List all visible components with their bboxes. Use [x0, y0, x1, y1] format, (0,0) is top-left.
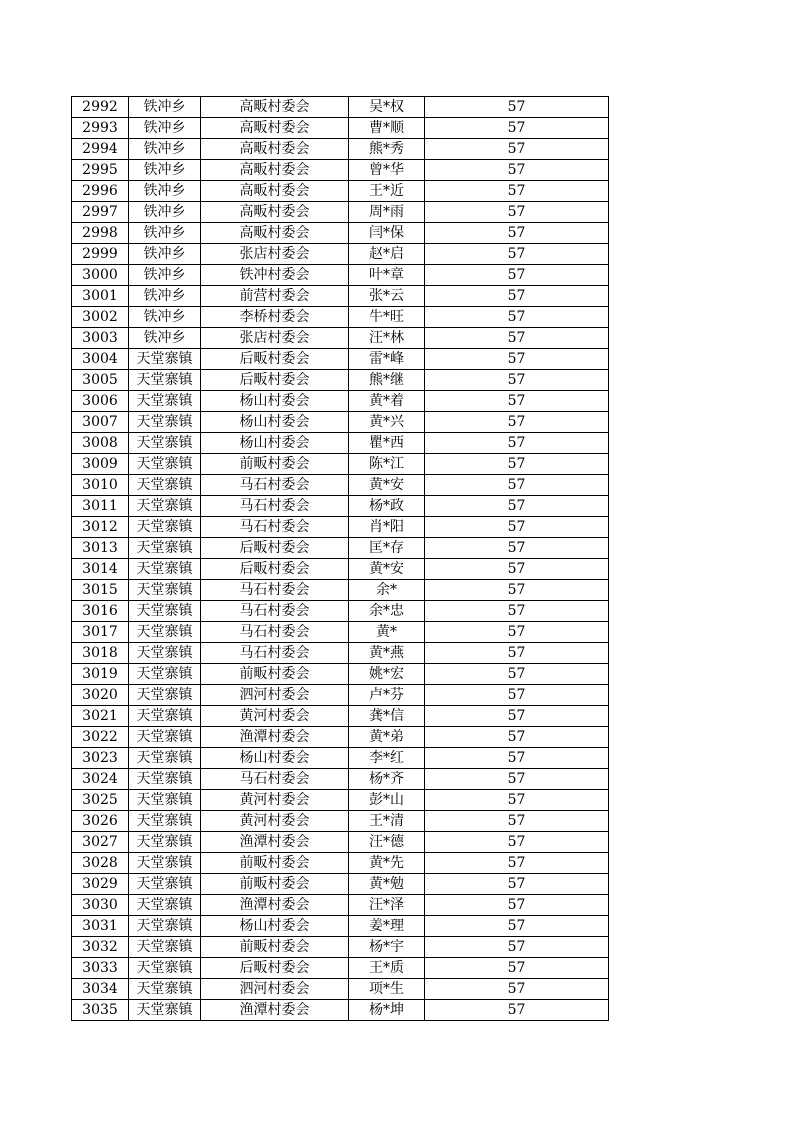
table-body	[72, 97, 609, 1021]
table-row	[72, 328, 609, 349]
table-row	[72, 307, 609, 328]
village-committee-cell: 后畈村委会	[201, 370, 349, 391]
table-row	[72, 853, 609, 874]
village-committee-cell: 前畈村委会	[201, 664, 349, 685]
village-committee-cell: 泗河村委会	[201, 685, 349, 706]
amount-cell: 57	[425, 874, 609, 895]
row-number-cell: 3008	[72, 433, 129, 454]
table-row	[72, 874, 609, 895]
person-name-cell: 牛*旺	[349, 307, 425, 328]
person-name-cell: 龚*信	[349, 706, 425, 727]
village-committee-cell: 高畈村委会	[201, 160, 349, 181]
person-name-cell: 余*忠	[349, 601, 425, 622]
row-number-cell: 3031	[72, 916, 129, 937]
table-row	[72, 727, 609, 748]
person-name-cell: 吴*权	[349, 97, 425, 118]
town-cell: 铁冲乡	[129, 307, 201, 328]
amount-cell: 57	[425, 1000, 609, 1021]
village-committee-cell: 杨山村委会	[201, 433, 349, 454]
town-cell: 天堂寨镇	[129, 979, 201, 1000]
town-cell: 天堂寨镇	[129, 916, 201, 937]
person-name-cell: 黄*先	[349, 853, 425, 874]
table-row	[72, 517, 609, 538]
row-number-cell: 3000	[72, 265, 129, 286]
town-cell: 铁冲乡	[129, 328, 201, 349]
town-cell: 天堂寨镇	[129, 727, 201, 748]
row-number-cell: 3013	[72, 538, 129, 559]
village-committee-cell: 前畈村委会	[201, 454, 349, 475]
town-cell: 天堂寨镇	[129, 958, 201, 979]
village-committee-cell: 渔潭村委会	[201, 895, 349, 916]
village-committee-cell: 黄河村委会	[201, 811, 349, 832]
town-cell: 铁冲乡	[129, 160, 201, 181]
amount-cell: 57	[425, 97, 609, 118]
amount-cell: 57	[425, 895, 609, 916]
data-table	[71, 96, 609, 1021]
table-row	[72, 202, 609, 223]
person-name-cell: 陈*江	[349, 454, 425, 475]
row-number-cell: 3007	[72, 412, 129, 433]
person-name-cell: 黄*	[349, 622, 425, 643]
table-row	[72, 811, 609, 832]
table-row	[72, 391, 609, 412]
village-committee-cell: 杨山村委会	[201, 916, 349, 937]
village-committee-cell: 张店村委会	[201, 244, 349, 265]
amount-cell: 57	[425, 139, 609, 160]
amount-cell: 57	[425, 559, 609, 580]
village-committee-cell: 高畈村委会	[201, 223, 349, 244]
amount-cell: 57	[425, 202, 609, 223]
amount-cell: 57	[425, 937, 609, 958]
table-row	[72, 1000, 609, 1021]
amount-cell: 57	[425, 979, 609, 1000]
table-row	[72, 916, 609, 937]
table-row	[72, 685, 609, 706]
table-row	[72, 370, 609, 391]
table-row	[72, 160, 609, 181]
person-name-cell: 肖*阳	[349, 517, 425, 538]
table-row	[72, 895, 609, 916]
person-name-cell: 王*质	[349, 958, 425, 979]
person-name-cell: 杨*齐	[349, 769, 425, 790]
town-cell: 天堂寨镇	[129, 706, 201, 727]
row-number-cell: 3023	[72, 748, 129, 769]
amount-cell: 57	[425, 706, 609, 727]
person-name-cell: 周*雨	[349, 202, 425, 223]
town-cell: 天堂寨镇	[129, 832, 201, 853]
village-committee-cell: 前畈村委会	[201, 874, 349, 895]
amount-cell: 57	[425, 244, 609, 265]
row-number-cell: 2998	[72, 223, 129, 244]
person-name-cell: 曹*顺	[349, 118, 425, 139]
village-committee-cell: 马石村委会	[201, 475, 349, 496]
village-committee-cell: 前畈村委会	[201, 853, 349, 874]
row-number-cell: 3019	[72, 664, 129, 685]
person-name-cell: 王*近	[349, 181, 425, 202]
amount-cell: 57	[425, 370, 609, 391]
town-cell: 天堂寨镇	[129, 622, 201, 643]
person-name-cell: 姚*宏	[349, 664, 425, 685]
village-committee-cell: 后畈村委会	[201, 958, 349, 979]
person-name-cell: 黄*弟	[349, 727, 425, 748]
person-name-cell: 李*红	[349, 748, 425, 769]
amount-cell: 57	[425, 391, 609, 412]
village-committee-cell: 高畈村委会	[201, 97, 349, 118]
village-committee-cell: 后畈村委会	[201, 559, 349, 580]
person-name-cell: 黄*兴	[349, 412, 425, 433]
amount-cell: 57	[425, 328, 609, 349]
village-committee-cell: 高畈村委会	[201, 181, 349, 202]
town-cell: 铁冲乡	[129, 97, 201, 118]
table-row	[72, 979, 609, 1000]
row-number-cell: 3014	[72, 559, 129, 580]
town-cell: 铁冲乡	[129, 139, 201, 160]
table-row	[72, 433, 609, 454]
person-name-cell: 杨*坤	[349, 1000, 425, 1021]
person-name-cell: 熊*秀	[349, 139, 425, 160]
person-name-cell: 杨*宇	[349, 937, 425, 958]
town-cell: 天堂寨镇	[129, 874, 201, 895]
village-committee-cell: 铁冲村委会	[201, 265, 349, 286]
person-name-cell: 姜*理	[349, 916, 425, 937]
row-number-cell: 3021	[72, 706, 129, 727]
person-name-cell: 熊*继	[349, 370, 425, 391]
town-cell: 天堂寨镇	[129, 454, 201, 475]
village-committee-cell: 马石村委会	[201, 517, 349, 538]
town-cell: 天堂寨镇	[129, 811, 201, 832]
person-name-cell: 黄*安	[349, 559, 425, 580]
amount-cell: 57	[425, 790, 609, 811]
row-number-cell: 3025	[72, 790, 129, 811]
person-name-cell: 赵*启	[349, 244, 425, 265]
table-row	[72, 496, 609, 517]
table-row	[72, 580, 609, 601]
table-row	[72, 769, 609, 790]
table-row	[72, 349, 609, 370]
town-cell: 天堂寨镇	[129, 790, 201, 811]
amount-cell: 57	[425, 538, 609, 559]
person-name-cell: 黄*勉	[349, 874, 425, 895]
amount-cell: 57	[425, 118, 609, 139]
town-cell: 天堂寨镇	[129, 601, 201, 622]
row-number-cell: 3002	[72, 307, 129, 328]
table-row	[72, 97, 609, 118]
village-committee-cell: 前畈村委会	[201, 937, 349, 958]
amount-cell: 57	[425, 580, 609, 601]
village-committee-cell: 马石村委会	[201, 496, 349, 517]
amount-cell: 57	[425, 307, 609, 328]
table-row	[72, 559, 609, 580]
village-committee-cell: 后畈村委会	[201, 538, 349, 559]
amount-cell: 57	[425, 643, 609, 664]
row-number-cell: 3024	[72, 769, 129, 790]
row-number-cell: 3009	[72, 454, 129, 475]
table-row	[72, 475, 609, 496]
table-row	[72, 832, 609, 853]
table-row	[72, 118, 609, 139]
town-cell: 天堂寨镇	[129, 349, 201, 370]
row-number-cell: 3015	[72, 580, 129, 601]
person-name-cell: 闫*保	[349, 223, 425, 244]
person-name-cell: 王*清	[349, 811, 425, 832]
row-number-cell: 3016	[72, 601, 129, 622]
town-cell: 天堂寨镇	[129, 664, 201, 685]
town-cell: 天堂寨镇	[129, 937, 201, 958]
town-cell: 天堂寨镇	[129, 580, 201, 601]
town-cell: 天堂寨镇	[129, 412, 201, 433]
town-cell: 天堂寨镇	[129, 1000, 201, 1021]
row-number-cell: 3005	[72, 370, 129, 391]
table-row	[72, 286, 609, 307]
village-committee-cell: 张店村委会	[201, 328, 349, 349]
amount-cell: 57	[425, 265, 609, 286]
row-number-cell: 2995	[72, 160, 129, 181]
town-cell: 铁冲乡	[129, 286, 201, 307]
amount-cell: 57	[425, 181, 609, 202]
person-name-cell: 彭*山	[349, 790, 425, 811]
town-cell: 铁冲乡	[129, 118, 201, 139]
amount-cell: 57	[425, 748, 609, 769]
town-cell: 铁冲乡	[129, 181, 201, 202]
town-cell: 天堂寨镇	[129, 853, 201, 874]
row-number-cell: 3034	[72, 979, 129, 1000]
amount-cell: 57	[425, 160, 609, 181]
amount-cell: 57	[425, 517, 609, 538]
town-cell: 天堂寨镇	[129, 370, 201, 391]
amount-cell: 57	[425, 853, 609, 874]
amount-cell: 57	[425, 496, 609, 517]
amount-cell: 57	[425, 832, 609, 853]
row-number-cell: 2999	[72, 244, 129, 265]
row-number-cell: 3030	[72, 895, 129, 916]
row-number-cell: 3020	[72, 685, 129, 706]
person-name-cell: 曾*华	[349, 160, 425, 181]
amount-cell: 57	[425, 475, 609, 496]
row-number-cell: 3006	[72, 391, 129, 412]
amount-cell: 57	[425, 223, 609, 244]
row-number-cell: 2992	[72, 97, 129, 118]
table-row	[72, 538, 609, 559]
village-committee-cell: 黄河村委会	[201, 790, 349, 811]
town-cell: 天堂寨镇	[129, 496, 201, 517]
village-committee-cell: 渔潭村委会	[201, 727, 349, 748]
amount-cell: 57	[425, 685, 609, 706]
town-cell: 天堂寨镇	[129, 685, 201, 706]
village-committee-cell: 高畈村委会	[201, 139, 349, 160]
town-cell: 天堂寨镇	[129, 559, 201, 580]
person-name-cell: 汪*林	[349, 328, 425, 349]
town-cell: 天堂寨镇	[129, 538, 201, 559]
person-name-cell: 黄*燕	[349, 643, 425, 664]
row-number-cell: 3032	[72, 937, 129, 958]
row-number-cell: 3022	[72, 727, 129, 748]
row-number-cell: 3018	[72, 643, 129, 664]
table-row	[72, 601, 609, 622]
row-number-cell: 3010	[72, 475, 129, 496]
person-name-cell: 杨*政	[349, 496, 425, 517]
row-number-cell: 3035	[72, 1000, 129, 1021]
person-name-cell: 项*生	[349, 979, 425, 1000]
table-row	[72, 622, 609, 643]
amount-cell: 57	[425, 916, 609, 937]
village-committee-cell: 前营村委会	[201, 286, 349, 307]
table-row	[72, 958, 609, 979]
table-row	[72, 265, 609, 286]
row-number-cell: 3004	[72, 349, 129, 370]
table-row	[72, 790, 609, 811]
row-number-cell: 2997	[72, 202, 129, 223]
town-cell: 铁冲乡	[129, 244, 201, 265]
village-committee-cell: 渔潭村委会	[201, 832, 349, 853]
village-committee-cell: 马石村委会	[201, 769, 349, 790]
town-cell: 铁冲乡	[129, 265, 201, 286]
row-number-cell: 3033	[72, 958, 129, 979]
row-number-cell: 3027	[72, 832, 129, 853]
person-name-cell: 卢*芬	[349, 685, 425, 706]
person-name-cell: 匡*存	[349, 538, 425, 559]
amount-cell: 57	[425, 769, 609, 790]
town-cell: 铁冲乡	[129, 223, 201, 244]
village-committee-cell: 后畈村委会	[201, 349, 349, 370]
town-cell: 天堂寨镇	[129, 748, 201, 769]
table-row	[72, 244, 609, 265]
row-number-cell: 2993	[72, 118, 129, 139]
village-committee-cell: 杨山村委会	[201, 748, 349, 769]
table-row	[72, 748, 609, 769]
amount-cell: 57	[425, 811, 609, 832]
town-cell: 天堂寨镇	[129, 643, 201, 664]
table-row	[72, 706, 609, 727]
town-cell: 天堂寨镇	[129, 895, 201, 916]
person-name-cell: 汪*泽	[349, 895, 425, 916]
person-name-cell: 黄*安	[349, 475, 425, 496]
town-cell: 天堂寨镇	[129, 433, 201, 454]
amount-cell: 57	[425, 727, 609, 748]
table-row	[72, 664, 609, 685]
person-name-cell: 张*云	[349, 286, 425, 307]
village-committee-cell: 马石村委会	[201, 622, 349, 643]
village-committee-cell: 杨山村委会	[201, 412, 349, 433]
amount-cell: 57	[425, 433, 609, 454]
town-cell: 天堂寨镇	[129, 517, 201, 538]
table-row	[72, 181, 609, 202]
amount-cell: 57	[425, 286, 609, 307]
amount-cell: 57	[425, 601, 609, 622]
row-number-cell: 2996	[72, 181, 129, 202]
row-number-cell: 2994	[72, 139, 129, 160]
village-committee-cell: 马石村委会	[201, 643, 349, 664]
row-number-cell: 3017	[72, 622, 129, 643]
amount-cell: 57	[425, 412, 609, 433]
row-number-cell: 3029	[72, 874, 129, 895]
person-name-cell: 雷*峰	[349, 349, 425, 370]
table-row	[72, 139, 609, 160]
row-number-cell: 3028	[72, 853, 129, 874]
row-number-cell: 3011	[72, 496, 129, 517]
person-name-cell: 瞿*西	[349, 433, 425, 454]
person-name-cell: 余*	[349, 580, 425, 601]
village-committee-cell: 马石村委会	[201, 580, 349, 601]
village-committee-cell: 高畈村委会	[201, 118, 349, 139]
village-committee-cell: 高畈村委会	[201, 202, 349, 223]
table-row	[72, 937, 609, 958]
row-number-cell: 3012	[72, 517, 129, 538]
person-name-cell: 黄*着	[349, 391, 425, 412]
amount-cell: 57	[425, 958, 609, 979]
table-row	[72, 454, 609, 475]
village-committee-cell: 马石村委会	[201, 601, 349, 622]
row-number-cell: 3003	[72, 328, 129, 349]
table-row	[72, 643, 609, 664]
table-row	[72, 223, 609, 244]
person-name-cell: 叶*章	[349, 265, 425, 286]
table-row	[72, 412, 609, 433]
village-committee-cell: 渔潭村委会	[201, 1000, 349, 1021]
town-cell: 铁冲乡	[129, 202, 201, 223]
amount-cell: 57	[425, 622, 609, 643]
row-number-cell: 3001	[72, 286, 129, 307]
village-committee-cell: 泗河村委会	[201, 979, 349, 1000]
village-committee-cell: 杨山村委会	[201, 391, 349, 412]
village-committee-cell: 黄河村委会	[201, 706, 349, 727]
town-cell: 天堂寨镇	[129, 475, 201, 496]
amount-cell: 57	[425, 664, 609, 685]
row-number-cell: 3026	[72, 811, 129, 832]
village-committee-cell: 李桥村委会	[201, 307, 349, 328]
town-cell: 天堂寨镇	[129, 769, 201, 790]
amount-cell: 57	[425, 349, 609, 370]
person-name-cell: 汪*德	[349, 832, 425, 853]
amount-cell: 57	[425, 454, 609, 475]
town-cell: 天堂寨镇	[129, 391, 201, 412]
